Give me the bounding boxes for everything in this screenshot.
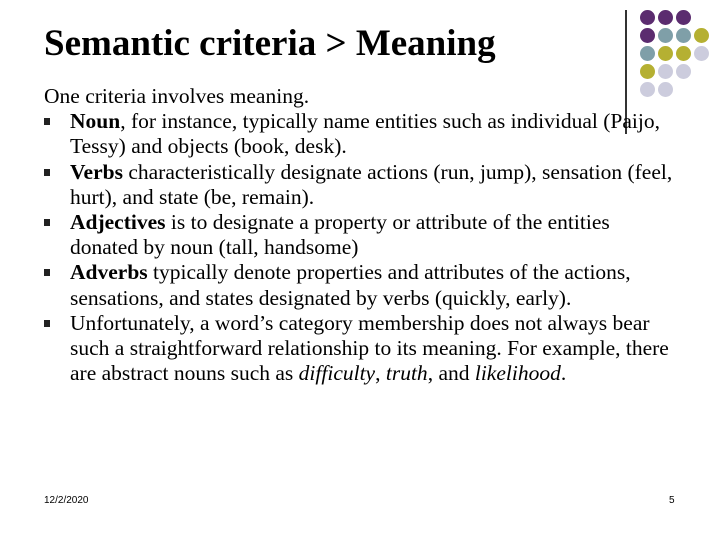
term-verbs: Verbs <box>70 159 123 184</box>
separator: , <box>375 361 386 386</box>
bullet-text: is to designate a property or attribute of the entities donated by noun (tall, handsome) <box>70 210 610 260</box>
slide-body <box>44 84 674 386</box>
separator: , and <box>427 361 475 386</box>
footer-date: 12/2/2020 <box>44 495 89 506</box>
bullet-text: characteristically designate actions (run, jump), sensation (feel, hurt), and state (be, remain). <box>70 159 673 209</box>
bullet-text: , for instance, typically name entities such as individual (Paijo, Tessy) and objects (book, desk). <box>70 109 660 159</box>
term-adjectives: Adjectives <box>70 210 166 235</box>
bullet-text: Unfortunately, a word’s category membership does not always bear such a straightforward relationship to its meaning. For example, there are abstract nouns such as <box>70 310 669 386</box>
decorative-dot <box>676 10 691 25</box>
decorative-dot <box>640 64 655 79</box>
bullet-list <box>44 109 674 386</box>
decorative-dot <box>658 10 673 25</box>
term-noun: Noun <box>70 109 121 134</box>
intro-text: One criteria involves meaning. <box>44 84 310 108</box>
bullet-text: typically denote properties and attributes of the actions, sensations, and states designated by verbs (quickly, early). <box>70 260 631 310</box>
bullet-marker-icon <box>44 169 50 176</box>
slide-title: Semantic criteria > Meaning <box>44 23 496 64</box>
decorative-dot <box>658 64 673 79</box>
bullet-marker-icon <box>44 320 50 327</box>
bullet-item-noun <box>44 109 674 159</box>
decorative-dot <box>640 28 655 43</box>
bullet-item-verbs <box>44 160 674 210</box>
bullet-marker-icon <box>44 118 50 125</box>
decorative-dot <box>676 46 691 61</box>
sentence-end: . <box>560 361 567 386</box>
bullet-item-adverbs <box>44 260 674 310</box>
decorative-dot <box>658 28 673 43</box>
bullet-marker-icon <box>44 219 50 226</box>
decorative-dot <box>676 28 691 43</box>
example-difficulty: difficulty <box>298 361 376 386</box>
example-likelihood: likelihood <box>474 361 561 386</box>
decorative-dot <box>640 46 655 61</box>
decorative-dot <box>658 46 673 61</box>
decorative-dot <box>694 46 709 61</box>
page-number: 5 <box>669 495 675 506</box>
bullet-item-adjectives <box>44 210 674 260</box>
decorative-dot <box>676 64 691 79</box>
example-truth: truth <box>385 361 428 386</box>
bullet-item-unfortunately <box>44 311 674 387</box>
bullet-marker-icon <box>44 269 50 276</box>
decorative-dot <box>694 28 709 43</box>
term-adverbs: Adverbs <box>70 260 148 285</box>
decorative-dot <box>640 10 655 25</box>
